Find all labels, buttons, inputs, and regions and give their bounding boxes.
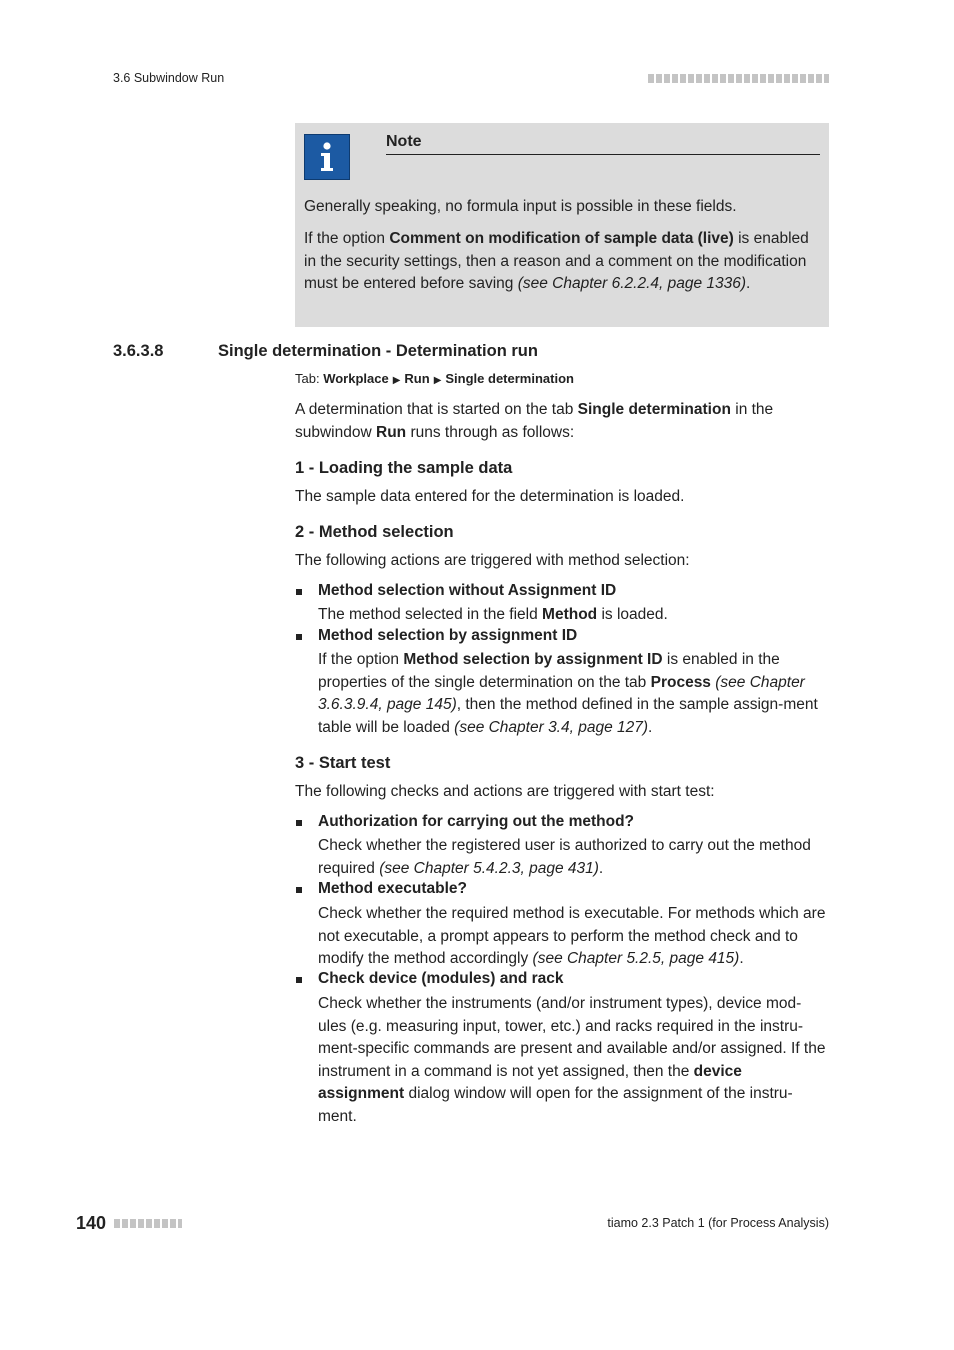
tab-path: Tab: Workplace ▶ Run ▶ Single determination <box>295 371 574 386</box>
list-item-text: Check whether the registered user is authorized to carry out the method required (see Chapter 5.4.2.3, page 431). <box>318 837 811 877</box>
note-paragraph: If the option Comment on modification of sample data (live) is enabled in the security settings, then a reason and a comment on the modification must be entered before saving (see Chapter 6.2.2.4, page 1336). <box>304 230 809 292</box>
arrow-icon: ▶ <box>433 375 442 386</box>
section-number: 3.6.3.8 <box>113 342 164 360</box>
section-title: Single determination - Determination run <box>218 342 538 360</box>
step-text: The following actions are triggered with method selection: <box>295 552 690 569</box>
bullet-icon <box>296 634 302 640</box>
arrow-icon: ▶ <box>392 375 401 386</box>
list-item-title: Method executable? <box>318 880 467 897</box>
bullet-icon <box>296 820 302 826</box>
list-item-title: Method selection by assignment ID <box>318 627 578 644</box>
note-title: Note <box>386 133 820 155</box>
bullet-icon <box>296 887 302 893</box>
step-text: The following checks and actions are triggered with start test: <box>295 783 715 800</box>
bullet-icon <box>296 977 302 983</box>
page-number: 140 <box>76 1213 107 1233</box>
list-item-title: Check device (modules) and rack <box>318 970 564 987</box>
step-text: The sample data entered for the determination is loaded. <box>295 488 685 505</box>
step-heading: 3 - Start test <box>295 754 391 772</box>
list-item-title: Method selection without Assignment ID <box>318 582 617 599</box>
bullet-icon <box>296 589 302 595</box>
list-item-text: The method selected in the field Method is loaded. <box>318 606 668 623</box>
footer-product: tiamo 2.3 Patch 1 (for Process Analysis) <box>607 1216 829 1230</box>
info-icon <box>304 134 350 180</box>
running-header-section: 3.6 Subwindow Run <box>113 71 225 85</box>
list-item-text: Check whether the required method is executable. For methods which are not executable, a prompt appears to perform the method check and to modify the method accordingly (see Chapter 5.2.5, page 415). <box>318 905 826 967</box>
footer-decoration-dots <box>114 1219 182 1228</box>
list-item-text: Check whether the instruments (and/or instrument types), device mod-ules (e.g. measuring input, tower, etc.) and racks required in the instru-ment-specific commands are present and available and/or assigned. If the instrument in a command is not yet assigned, then the device assignment dialog window will open for the assignment of the instru-ment. <box>318 995 826 1125</box>
step-heading: 2 - Method selection <box>295 523 454 541</box>
step-heading: 1 - Loading the sample data <box>295 459 513 477</box>
list-item-text: If the option Method selection by assignment ID is enabled in the properties of the single determination on the tab Process (see Chapter 3.6.3.9.4, page 145), then the method defined in the sample assign-ment table will be loaded (see Chapter 3.4, page 127). <box>318 651 818 736</box>
note-paragraph: Generally speaking, no formula input is possible in these fields. <box>304 198 737 215</box>
header-decoration-dots <box>648 74 829 83</box>
intro-paragraph: A determination that is started on the tab Single determination in the subwindow Run runs through as follows: <box>295 401 774 441</box>
list-item-title: Authorization for carrying out the method? <box>318 813 635 830</box>
